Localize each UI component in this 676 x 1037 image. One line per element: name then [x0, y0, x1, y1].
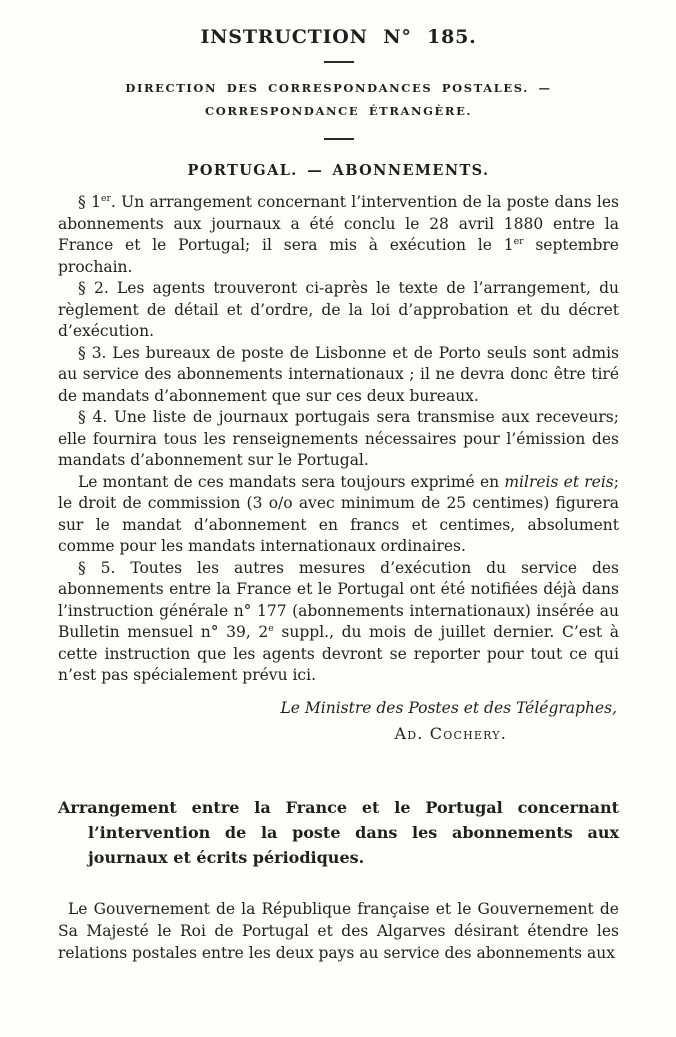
- signature-name: Ad. Cochery.: [394, 723, 507, 743]
- signature-role: Le Ministre des Postes et des Télégraphes,: [280, 698, 617, 717]
- department-line-1: DIRECTION DES CORRESPONDANCES POSTALES. —: [125, 81, 552, 95]
- ornament-rule-middle: [324, 138, 354, 140]
- ornament-rule-top: [324, 61, 354, 63]
- arrangement-heading: Arrangement entre la France et le Portugal concernant l’intervention de la poste dans les abonnements aux journaux et écrits périodiques.: [58, 797, 619, 867]
- body-paragraph: § 3. Les bureaux de poste de Lisbonne et de Porto seuls sont admis au service des abonnements internationaux ; il ne devra donc être tiré de mandats d’abonnement que sur ces deux bureaux.: [58, 343, 619, 405]
- document-header: [58, 26, 619, 179]
- body-paragraph: Le montant de ces mandats sera toujours exprimé en milreis et reis; le droit de commission (3 o/o avec minimum de 25 centimes) figurera sur le mandat d’abonnement en francs et centimes, absolument comme pour les mandats internationaux ordinaires.: [58, 472, 619, 555]
- body-paragraphs: [58, 192, 619, 687]
- page-title: INSTRUCTION N° 185.: [200, 26, 477, 48]
- body-paragraph: § 5. Toutes les autres mesures d’exécution du service des abonnements entre la France et le Portugal ont été notifiées déjà dans l’instruction générale n° 177 (abonnements internationaux) insérée au Bulletin mensuel n° 39, 2e suppl., du mois de juillet dernier. C’est à cette instruction que les agents devront se reporter pour tout ce qui n’est pas spécialement prévu ici.: [58, 558, 619, 684]
- section-heading: PORTUGAL. — ABONNEMENTS.: [187, 162, 490, 179]
- arrangement-intro: Le Gouvernement de la République française et le Gouvernement de Sa Majesté le Roi de Portugal et des Algarves désirant étendre les relations postales entre les deux pays au service des abonnements aux: [58, 899, 619, 962]
- signature-block: [58, 699, 619, 743]
- body-paragraph: § 1er. Un arrangement concernant l’intervention de la poste dans les abonnements aux journaux a été conclu le 28 avril 1880 entre la France et le Portugal; il sera mis à exécution le 1er septembre prochain.: [58, 192, 619, 276]
- department-line-2: CORRESPONDANCE ÉTRANGÈRE.: [204, 104, 473, 118]
- department-block: [58, 77, 619, 123]
- body-paragraph: § 2. Les agents trouveront ci-après le texte de l’arrangement, du règlement de détail et d’ordre, de la loi d’approbation et du décret d’exécution.: [58, 279, 619, 340]
- arrangement-section: [58, 795, 619, 964]
- body-paragraph: § 4. Une liste de journaux portugais sera transmise aux receveurs; elle fournira tous les renseignements nécessaires pour l’émission des mandats d’abonnement sur le Portugal.: [58, 408, 619, 469]
